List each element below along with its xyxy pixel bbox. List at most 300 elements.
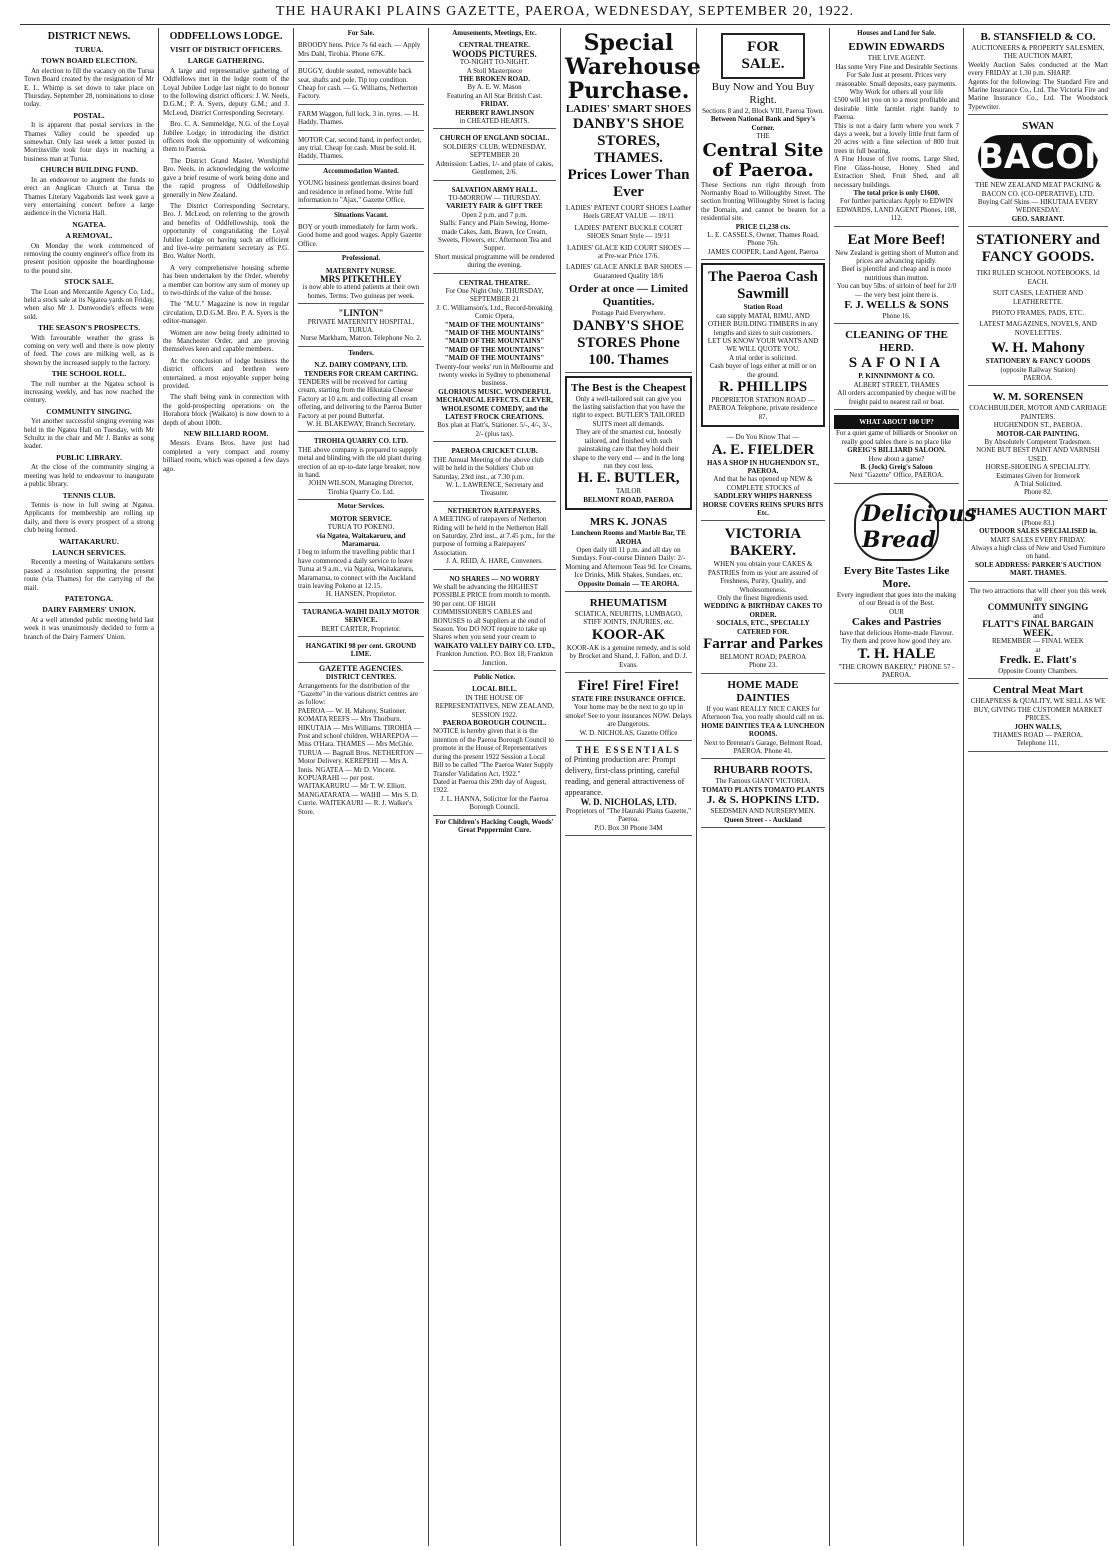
category-heading: Situations Vacant.	[333, 210, 389, 219]
paragraph: A very comprehensive housing scheme has been undertaken by the Order, whereby a member can borrow any sum of money up to two-thirds of the value of the house.	[163, 263, 289, 297]
ad-text: TAILOR	[615, 487, 642, 496]
ad-text: THE above company is prepared to supply metal and blinding with the old plant during erection of an up-to-date large breaker, now in hand.	[298, 445, 422, 480]
ad-name: R. PHILLIPS	[718, 378, 808, 395]
ad-text: This is not a dairy farm where you work 7 days a week, but a lovely little fruit farm of 20 acres with a fine selection of 800 fruit trees in full bearing.	[834, 121, 959, 155]
ad-heading: TAURANGA-WAIHI DAILY MOTOR SERVICE.	[302, 607, 420, 625]
safonia-ad	[834, 326, 959, 410]
ad-text: CHEAPNESS & QUALITY, WE SELL AS WE BUY, GIVING THE CUSTOMER MARKET PRICES.	[970, 697, 1106, 723]
ad-text: Estimates Given for Ironwork	[996, 471, 1080, 480]
bread-logo: Delicious Bread	[854, 493, 939, 561]
subhead: CHURCH BUILDING FUND.	[40, 165, 138, 175]
ad-text: TO-MORROW — THURSDAY.	[448, 193, 541, 202]
ad-text: Frankton Junction. P.O. Box 18, Frankton Junction.	[436, 650, 553, 667]
salvation-army-ad	[433, 183, 556, 274]
section-title: DISTRICT NEWS.	[47, 31, 131, 42]
ad-text: For a quiet game of billiards or Snooker on really good tables there is no place like	[836, 429, 957, 446]
subhead: THE SCHOOL ROLL.	[51, 369, 127, 379]
subhead: LAUNCH SERVICES.	[52, 547, 126, 557]
classified-ad: BOY or youth immediately for farm work. Good home and good wages. Apply Gazette Office.	[298, 220, 424, 252]
ad-text: They are of the smartest cut, honestly tailored, and finished with such painstaking care that they hold their shape to the very end — and in the long run they cost less.	[572, 428, 685, 470]
ad-text: And that he has opened up NEW & COMPLETE STOCKS of	[713, 475, 813, 492]
ad-text: NONE BUT BEST PAINT AND VARNISH USED.	[976, 446, 1100, 463]
ad-text: A Fine House of five rooms, Large Shed, Fine Glass-house, Honey Shed and Extraction Shed, Fruit Shed, and all necessary buildings.	[834, 155, 959, 189]
ad-name: P. KINNINMONT & CO.	[858, 372, 935, 381]
section-heading: GAZETTE AGENCIES.	[318, 663, 404, 673]
ad-heading: The Best is the Cheapest	[571, 381, 686, 394]
opera-ad	[433, 276, 556, 443]
ad-text: BELMONT ROAD; PAEROA	[719, 653, 807, 662]
ad-heading: TIROHIA QUARRY CO. LTD.	[314, 437, 408, 446]
ad-heading: Eat More Beef!	[847, 231, 946, 248]
ad-text: OUR	[889, 607, 904, 616]
ad-title: "MAID OF THE MOUNTAINS"	[444, 337, 545, 346]
subhead: COMMUNITY SINGING.	[46, 406, 132, 416]
ad-signature: JOHN WILSON, Managing Director, Tirohia Quarry Co. Ltd.	[308, 479, 414, 496]
ad-heading: N.Z. DAIRY COMPANY, LTD.	[314, 361, 408, 370]
ad-subheading: AUCTIONEERS & PROPERTY SALESMEN, THE AUCTION MART,	[971, 44, 1105, 61]
paragraph: The roll number at the Ngatea school is increasing weekly, and has now reached the century.	[24, 379, 154, 405]
category-heading: Motor Services.	[337, 502, 385, 511]
ad-text: Postage Paid Everywhere.	[591, 309, 666, 318]
ad-name: W. D. NICHOLAS, LTD.	[580, 797, 677, 808]
jonas-ad	[565, 513, 692, 592]
ad-subheading: Buy Now and You Buy Right.	[711, 81, 815, 106]
ad-name: GREIG'S BILLIARD SALOON.	[847, 446, 946, 455]
ad-heading: FOR SALE.	[721, 33, 805, 79]
ad-text: FLATT'S FINAL BARGAIN WEEK.	[982, 619, 1094, 638]
classified-ad: FARM Waggon, full lock, 3 in. tyres. — H. Haddy, Thames.	[298, 107, 424, 131]
ad-text: Cash buyer of logs either at mill or on the ground.	[709, 362, 817, 379]
ad-heading: Every Bite Tastes Like More.	[843, 564, 950, 590]
ad-heading: HOME MADE DAINTIES	[727, 678, 799, 704]
subhead: LARGE GATHERING.	[187, 56, 265, 66]
paragraph: In an endeavour to augment the funds to erect an Anglican Church at Turua the Thames Literary Vagabonds last week gave a very entertaining concert before a large audience in the Victoria Hall.	[24, 175, 154, 218]
sawmill-ad	[701, 263, 825, 427]
bread-ad	[834, 486, 977, 684]
ad-heading: CHURCH OF ENGLAND SOCIAL.	[439, 134, 550, 143]
paragraph: An election to fill the vacancy on the Turua Town Board created by the resignation of Mr E. L. Whimp is set down to take place on Thursday, September 28, nominations to close today.	[24, 66, 154, 109]
ad-text: STATIONERY & FANCY GOODS	[985, 357, 1091, 366]
ad-heading: SALVATION ARMY HALL.	[451, 185, 538, 194]
ad-text: By A. E. W. Mason	[467, 83, 522, 92]
ad-text: Queen Street - - Auckland	[724, 815, 802, 824]
column-classifieds	[294, 28, 428, 1546]
ad-text: HOME DAINTIES TEA & LUNCHEON ROOMS.	[701, 721, 825, 739]
paragraph: The shaft being sunk in connection with the gold-prospecting operations on the Horahora block (Waikato) is now down to a depth of about 100ft.	[163, 393, 289, 427]
ad-name: B. (Jock) Greig's Saloon	[860, 463, 933, 472]
ad-text: The two attractions that will cheer you this week are	[969, 586, 1107, 604]
ad-text: THE NEW ZEALAND MEAT PACKING & BACON CO. (CO-OPERATIVE), LTD.	[974, 181, 1102, 198]
category-heading: Amusements, Meetings, Etc.	[452, 29, 537, 37]
ad-heading: MOTOR SERVICE.	[330, 514, 392, 523]
subhead: STOCK SALE.	[64, 277, 114, 287]
ad-text: REMEMBER — FINAL WEEK	[992, 637, 1084, 646]
billiard-ad	[834, 412, 959, 484]
ad-subheading: STATE FIRE INSURANCE OFFICE.	[571, 695, 686, 703]
ad-text: THE	[756, 132, 770, 141]
paragraph: A large and representative gathering of Oddfellows met in the lodge room of the Loyal Jubilee Lodge last night to do honour to the following district officers: J. W. Neels, D.G.M.; P. A. Syers, deputy G.M.; and J. McLeod, District Corresponding Secretary.	[163, 66, 289, 117]
paragraph: It is apparent that postal services in the Thames Valley could be speeded up somewhat. Only last week a letter posted in Morrinsville took four days in reaching a business man at Turua.	[24, 121, 154, 163]
ad-title: "MAID OF THE MOUNTAINS"	[444, 320, 545, 329]
ad-text: Box plan at Flatt's, Stationer. 5/-, 4/-, 3/-, 2/- (plus tax).	[437, 421, 552, 438]
ad-text: LATEST MAGAZINES, NOVELS, AND NOVELETTES.	[979, 320, 1097, 337]
subhead: NGATEA.	[72, 219, 106, 229]
ad-title: Central Site of Paeroa.	[702, 139, 824, 181]
ad-heading: The Paeroa Cash Sawmill	[708, 269, 818, 303]
ad-text: Arrangements for the distribution of the "Gazette" in the various district centres are as follow:	[298, 681, 418, 707]
ad-text: (Phone 83.)	[1021, 518, 1055, 527]
victoria-bakery-ad	[701, 523, 825, 673]
column-oddfellows	[159, 28, 293, 1546]
ad-text: IN THE HOUSE OF REPRESENTATIVES, NEW ZEALAND, SESSION 1922.	[435, 693, 554, 719]
ad-text: SOCIALS, ETC., SPECIALLY CATERED FOR.	[716, 619, 810, 636]
meat-mart-ad	[968, 681, 1108, 751]
ad-heading: LOCAL BILL.	[472, 685, 517, 694]
ad-text: P.O. Box 30 Phone 34M	[594, 823, 663, 832]
ad-text: VARIETY FAIR & GIFT TREE	[446, 202, 543, 211]
paragraph: Tennis is now in full swing at Ngatea. Applicants for membership are rolling up daily, and there is every prospect of a strong club being formed.	[24, 500, 154, 535]
ad-text: Open daily till 11 p.m. and all day on Sundays. Four-course Dinners Daily: 2/- Morning and Afternoon Teas 9d. Ice Creams, Ice Drinks, Milk Shakes, Sundaes, etc.	[565, 545, 692, 580]
ad-name: MRS PITKETHLEY	[320, 273, 402, 284]
subhead: PATETONGA.	[64, 593, 114, 603]
ad-text: NOTICE is hereby given that it is the intention of the Paeroa Borough Council to promote in the House of Representatives during the present 1922 Session a Local Bill to be called "The Paeroa Water Supply Transfer Validation Act, 1922."	[433, 727, 554, 778]
ad-text: Agents for the following: The Standard Fire and Marine Insurance Co., Ltd. The Victoria Fire and Marine Insurance Co., Ltd. The Woodstock Typewriter.	[968, 77, 1108, 111]
ad-text: SOLDIERS' CLUB, WEDNESDAY, SEPTEMBER 20	[442, 142, 547, 160]
ad-text: GLORIOUS MUSIC. WONDERFUL MECHANICAL EFFECTS. CLEVER, WHOLESOME COMEDY, and the LATEST FROCK CREATIONS.	[436, 387, 553, 422]
tender-ad	[298, 358, 424, 432]
ad-text: The Famous GIANT VICTORIA.	[715, 777, 811, 786]
ad-text: Order at once — Limited Quantities.	[569, 283, 688, 309]
ad-footer: DANBY'S SHOE STORES Phone 100. Thames	[572, 317, 685, 368]
masthead: THE HAURAKI PLAINS GAZETTE, PAEROA, WEDNESDAY, SEPTEMBER 20, 1922.	[20, 4, 1110, 25]
paragraph: At a well attended public meeting held last week it was unanimously decided to form a branch of the Dairy Farmers' Union.	[24, 615, 154, 641]
ad-subheading: TURUA TO POKENO.	[327, 523, 395, 532]
ad-text: TIKI RULED SCHOOL NOTEBOOKS, 1d EACH.	[976, 269, 1100, 286]
social-ad	[433, 131, 556, 180]
bacon-logo: BACON	[978, 137, 1113, 178]
category-heading: Accommodation Wanted.	[323, 166, 399, 175]
ad-text: Only a well-tailored suit can give you the lasting satisfaction that you have the right to expect. BUTLER'S TAILORED SUITS meet all demands.	[572, 394, 685, 428]
ad-heading: EDWIN EDWARDS	[848, 41, 945, 54]
ad-text: Sections 8 and 2, Block VIII, Paeroa Town.	[702, 107, 824, 115]
motor-service-ad	[298, 605, 424, 637]
agency-list: PAEROA — W. H. Mahony, Stationer. KOMATA REEFS — Mrs Thorburn. HIKUTAIA — Mrs Williams. TIROHIA — Post and school children. WHAREPOA — Miss O'Hara. THAMES — Mrs McGhie. TURUA — Bagnall Bros. NETHERTON — Motor Delivery. KEREPEHI — Mrs A. Innis. NGATEA — Mr D. Vincent. KOPUARAHI — per post. WAITAKARURU — Mr T. W. Elliott. MANGATARATA — WAIHI — Mrs S. D. Currie. WAITEKAURI — R. J. Walker's Store.	[298, 706, 423, 816]
ad-subheading: Station Road	[743, 303, 783, 312]
ad-text: SUIT CASES, LEATHER AND LEATHERETTE.	[992, 289, 1084, 306]
ad-heading: WOODS PICTURES.	[452, 48, 537, 59]
ad-text: Has some Very Fine and Desirable Sections For Sale Just at present. Prices very reasonable. Small deposits, easy payments.	[835, 62, 958, 88]
ad-text: Phone 23.	[749, 661, 777, 670]
ad-text: Stalls: Fancy and Plain Sewing, Home-made Cakes, Jam, Brawn, Ice Cream, Sweets, Flowers, etc. Afternoon Tea and Supper.	[438, 219, 551, 253]
ad-text: Telephone 111.	[1016, 739, 1060, 748]
ad-text: HORSE-SHOEING A SPECIALITY.	[985, 463, 1091, 472]
ad-price: The total price is only £1600.	[853, 188, 940, 197]
ad-text: By Absolutely Competent Tradesmen.	[984, 437, 1092, 446]
ad-text: A trial order is solicited.	[729, 353, 797, 362]
ad-text: Admission: Ladies, 1/- and plate of cakes, Gentlemen, 2/6.	[435, 159, 554, 177]
ad-text: OUTDOOR SALES SPECIALISED in.	[979, 527, 1097, 536]
ad-heading: MATERNITY NURSE.	[325, 266, 396, 275]
section-subheading: DISTRICT CENTRES.	[325, 673, 397, 682]
ad-title: "MAID OF THE MOUNTAINS"	[444, 354, 545, 363]
ad-name: DANBY'S SHOE STORES, THAMES.	[572, 116, 685, 166]
ad-text: I beg to inform the travelling public that I have commenced a daily service to leave Turua at 9 a.m., via Ngatea, Waitakaruru, Maramarua, to connect with the Auckland train leaving Pokeno at 12.15.	[298, 548, 416, 590]
subhead: WAITAKARURU.	[59, 536, 119, 546]
classified-ad: MOTOR Car, second hand, in perfect order, any trial. Cheap for cash. Must be sold. H. Haddy, Thames.	[298, 133, 424, 165]
ad-name: W. H. Mahony	[991, 340, 1085, 357]
ad-heading: SWAN	[1022, 120, 1054, 133]
ad-subheading: THE LIVE AGENT.	[867, 54, 926, 63]
ad-text: Weekly Auction Sales conducted at the Mart every FRIDAY at 1.30 p.m. SHARP.	[968, 60, 1108, 78]
ad-text: Phone 82.	[1024, 488, 1052, 497]
subhead: THE SEASON'S PROSPECTS.	[38, 323, 140, 333]
ad-text: Proprietors of "The Hauraki Plains Gazette," Paeroa.	[565, 806, 692, 824]
ad-text: — Do You Know That —	[726, 433, 800, 442]
ad-text: SADDLERY WHIPS HARNESS HORSE COVERS REINS SPURS BITS Etc.	[702, 492, 824, 517]
ad-title: "MAID OF THE MOUNTAINS"	[444, 345, 545, 354]
ad-title: THE BROKEN ROAD.	[459, 75, 530, 84]
ad-text: THE Annual Meeting of the above club will be held in the Soldiers' Club on Saturday, 23rd inst., at 7.30 p.m.	[433, 455, 544, 481]
ad-subheading: Prices Lower Than Ever	[567, 167, 690, 200]
ad-name: JOHN WALLS,	[1014, 722, 1062, 731]
ad-signature: J. A. REID, A. HARE, Conveners.	[446, 557, 543, 566]
ad-subheading: LADIES' SMART SHOES	[565, 103, 692, 115]
ad-signature: J. L. HANNA, Solicitor for the Paeroa Borough Council.	[440, 794, 549, 812]
ad-text: Next to Brennan's Garage, Belmont Road, PAEROA. Phone 41.	[703, 738, 823, 755]
ad-signature: W. H. BLAKEWAY, Branch Secretary.	[306, 420, 416, 429]
ad-heading: "LINTON"	[338, 308, 384, 319]
rheumatism-ad	[565, 594, 692, 673]
ad-heading: THE ESSENTIALS	[576, 745, 681, 756]
paragraph: On Monday the work commenced of removing the county engineer's office from its present position opposite the boardinghouse to the pound site.	[24, 241, 154, 275]
theatre-ad	[433, 38, 556, 129]
ad-name: Farrar and Parkes	[703, 636, 823, 653]
auction-ad	[968, 28, 1108, 115]
ad-heading: PAEROA CRICKET CLUB.	[451, 447, 538, 456]
ad-text: Your home may be the next to go up in smoke! See to your insurances NOW. Delays are Dangerous.	[565, 703, 692, 729]
ad-text: Dated at Paeroa this 29th day of August, 1922.	[433, 777, 547, 795]
printing-ad	[565, 743, 692, 836]
ad-text: Between National Bank and Spry's Corner.	[710, 115, 816, 132]
dainties-ad	[701, 676, 825, 759]
ad-name: GEO. SARJANT.	[1011, 214, 1065, 223]
ad-text: WEDDING & BIRTHDAY CAKES TO ORDER.	[703, 602, 823, 619]
ad-text: at	[1035, 645, 1041, 654]
ad-text: TO-NIGHT TO-NIGHT.	[459, 58, 530, 67]
ad-item: LADIES' PATENT BUCKLE COURT SHOES Smart Style — 19/11	[574, 223, 683, 241]
ad-price: PRICE £1,238 cts.	[735, 222, 791, 231]
dairy-ad	[433, 572, 556, 671]
ad-text: How about a game?	[868, 454, 925, 463]
ad-heading: CLEANING OF THE HERD.	[845, 329, 948, 355]
ad-text: Why Work for others all your life	[849, 88, 944, 97]
ad-text: Twenty-four weeks' run in Melbourne and twenty weeks in Sydney to phenomenal business.	[435, 362, 554, 388]
classified-ad: BUGGY, double seated, removable back seat, shafts and pole. Tip top condition. Cheap for cash. — G. Williams, Netherton Factory.	[298, 64, 424, 105]
ad-heading: RHEUMATISM	[589, 596, 668, 609]
paragraph: With favourable weather the grass is coming on very well and there is now plenty of feed. The cows are milking well, as is shown by the increased supply to the factory.	[24, 333, 154, 367]
ad-text: HUGHENDON ST., PAEROA.	[993, 421, 1083, 430]
ad-text: Featuring an All Star British Cast.	[446, 91, 543, 100]
ad-text: (opposite Railway Station)	[1000, 365, 1076, 374]
subhead: PUBLIC LIBRARY.	[56, 452, 122, 462]
ad-subheading: Luncheon Rooms and Marble Bar, TE AROHA	[571, 529, 686, 546]
auction-mart-ad	[968, 503, 1108, 582]
motor-service-ad	[298, 512, 424, 603]
beef-ad	[834, 229, 959, 325]
ad-text: Next "Gazette" Office, PAEROA.	[849, 471, 944, 480]
ad-heading: STATIONERY and FANCY GOODS.	[976, 232, 1100, 266]
ad-text: Phone 16.	[882, 311, 911, 320]
ad-signature: W. L. LAWRENCE, Secretary and Treasurer.	[445, 480, 544, 498]
ad-text: THAMES ROAD — PAEROA.	[993, 730, 1083, 739]
flatt-ad	[968, 584, 1108, 680]
ad-heading: TENDERS FOR CREAM CARTING.	[303, 369, 419, 378]
ad-text: New Zealand is getting short of Mutton and prices are advancing rapidly.	[835, 248, 958, 265]
ad-product-name: SAFONIA	[848, 355, 945, 372]
column-land-bakery	[830, 28, 977, 1546]
ad-text: of Printing production are: Prompt delivery, first-class printing, careful reading, and general attractiveness of appearance.	[565, 755, 685, 798]
ad-item: LADIES' GLACE KID COURT SHOES — at Pre-war Price 17/6.	[566, 243, 691, 261]
paragraph: Yet another successful singing evening was held in the Ngatea Hall on Tuesday, with Mr Schultz in the chair and Mr J. Banks as song leader.	[24, 417, 154, 451]
ad-text: These Sections run right through from Normanby Road to Willoughby Street. The section fronting Willoughby Street is facing the Domain, and cannot be beaten for a residential site.	[701, 180, 825, 223]
ad-name: A. E. FIELDER	[711, 441, 815, 458]
ad-text: For One Night Only. THURSDAY, SEPTEMBER 21	[445, 286, 544, 304]
ad-heading: Central Meat Mart	[992, 684, 1084, 697]
ad-text: J. C. Williamson's, Ltd., Record-breaking Comic Opera,	[436, 303, 553, 321]
ad-text: TENDERS will be received for carting cream, starting from the Hikutaia Cheese Factory at 10 a.m. and collecting all cream offering, and delivering to the Paeroa Butter Factory at per pound Butterfat.	[298, 378, 422, 420]
classified-ad: BROODY hens. Price 7s 6d each. — Apply Mrs Dahl, Tirohia. Phone 67K.	[298, 38, 424, 62]
ad-heading: Fire! Fire! Fire!	[577, 678, 680, 694]
ad-text: can supply MATAI, RIMU, AND OTHER BUILDING TIMBERS in any lengths and sizes to suit customers.	[708, 311, 818, 337]
category-heading: Professional.	[341, 254, 381, 263]
ad-text: MART SALES EVERY FRIDAY.	[990, 535, 1086, 544]
ad-text: LET US KNOW YOUR WANTS AND WE WILL QUOTE YOU.	[707, 336, 819, 354]
paragraph: The District Corresponding Secretary, Bro. J. McLeod, on referring to the growth and benefits of Oddfellowship, took the opportunity of congratulating the Loyal Jubilee Lodge on having such an efficient and live-wire permanent secretary as P.G. Bro. Walter North.	[163, 201, 289, 261]
ad-text: Opposite Domain — TE AROHA.	[577, 579, 680, 588]
paragraph: Women are now being freely admitted to the Manchester Order, and are proving themselves keen and capable members.	[163, 328, 289, 354]
ad-text: PROPRIETOR STATION ROAD — PAEROA Telephone, private residence 87.	[708, 395, 818, 421]
ad-text: Nurse Markham, Matron. Telephone No. 2.	[300, 334, 422, 343]
ad-text: Only the finest Ingredients used.	[717, 594, 809, 603]
fire-insurance-ad	[565, 675, 692, 741]
ad-text: SEEDSMEN AND NURSERYMEN.	[710, 807, 816, 816]
ad-text: KOOR-AK is a genuine remedy, and is sold by Brocket and Shand, J. Fallon, and D. J. Evans.	[566, 643, 691, 669]
paragraph: At the close of the community singing a meeting was held to endeavour to inaugurate a public library.	[24, 463, 154, 489]
ad-text: Open 2 p.m. and 7 p.m.	[461, 210, 528, 219]
ad-text: ALBERT STREET, THAMES	[853, 380, 940, 389]
ad-name: J. & S. HOPKINS LTD.	[706, 794, 820, 807]
ad-heading: THAMES AUCTION MART	[969, 505, 1107, 518]
ad-heading: WHAT ABOUT 100 UP?	[834, 415, 959, 429]
ad-text: A MEETING of ratepayers of Netherton Riding will be held in the Netherton Hall on Saturday, 23rd inst., at 7.45 p.m., for the purpose of forming a Ratepayers' Association.	[433, 515, 555, 557]
subhead: POSTAL.	[73, 110, 105, 120]
ad-text: BELMONT ROAD, PAEROA	[583, 495, 674, 504]
ad-text: You can buy 5lbs. of sirloin of beef for 2/0 — the very best joint there is.	[836, 282, 957, 299]
category-heading: Tenders.	[348, 348, 374, 357]
ad-signature: W. D. NICHOLAS, Gazette Office	[579, 728, 678, 737]
lime-ad	[298, 639, 424, 663]
footer-note: For Children's Hacking Cough, Woods' Great Peppermint Cure.	[435, 817, 554, 834]
coachbuilder-ad	[968, 388, 1108, 500]
subhead: DAIRY FARMERS' UNION.	[42, 605, 136, 615]
ad-heading: NO SHARES — NO WORRY	[449, 574, 540, 583]
ad-text: "THE CROWN BAKERY," PHONE 57 - PAEROA.	[838, 662, 955, 680]
ad-text: FRIDAY.	[480, 100, 509, 109]
danby-shoe-ad	[565, 28, 701, 373]
ad-text: For further particulars Apply to EDWIN EDWARDS, LAND AGENT Phones, 108, 112.	[836, 197, 957, 223]
ad-signature: H. HANSEN, Proprietor.	[325, 590, 397, 599]
column-shoe-ads	[561, 28, 701, 1546]
ad-heading: VICTORIA BAKERY.	[724, 526, 802, 560]
paragraph: Messrs Evans Bros. have just had completed a very compact and roomy billiard room, which was opened a few days ago.	[163, 439, 289, 473]
ad-text: COMMUNITY SINGING	[987, 602, 1089, 613]
paragraph: Bro. C. A. Semmeldge, N.G. of the Loyal Jubilee Lodge, in introducing the district officers took the opportunity of welcoming them to Paeroa.	[163, 120, 289, 154]
ad-heading: RHUBARB ROOTS.	[713, 764, 813, 777]
column-property-ads	[697, 28, 829, 1546]
paragraph: The Loan and Mercantile Agency Co. Ltd., held a stock sale at its Ngatea yards on Friday, when also Mr J. Dunwoodie's effects were sold.	[24, 287, 154, 321]
ad-subheading: Cakes and Pastries	[851, 616, 942, 629]
ad-heading: PAEROA BOROUGH COUNCIL.	[442, 719, 547, 728]
ad-heading: NETHERTON RATEPAYERS.	[447, 506, 542, 515]
butler-tailor-ad	[565, 376, 692, 510]
ad-text: Always a high class of New and Used Furniture on hand.	[970, 544, 1106, 561]
ad-text: TOMATO PLANTS TOMATO PLANTS	[701, 785, 825, 794]
ad-heading: Special Warehouse Purchase.	[565, 30, 701, 104]
ad-text: SOLE ADDRESS: PARKER'S AUCTION MART. THAMES.	[974, 560, 1102, 578]
paragraph: The "M.U." Magazine is now in regular circulation, D.D.G.M. Bro. P. A. Syers is the editor-manager.	[163, 300, 289, 326]
ad-title: "MAID OF THE MOUNTAINS"	[444, 329, 545, 337]
bacon-ad	[968, 117, 1113, 227]
ad-item: LADIES' GLACE ANKLE BAR SHOES — Guaranteed Quality 18/6	[565, 263, 692, 280]
classified-ad: YOUNG business gentleman desires board and residence in refined home. Write full information to "Ajax," Gazette Office.	[298, 176, 424, 208]
ad-name: KOOR-AK	[591, 626, 666, 643]
stationery-ad	[968, 229, 1108, 386]
ad-name: T. H. HALE	[857, 645, 936, 662]
ad-item: LADIES' PATENT COURT SHOES Leather Heels GREAT VALUE — 18/11	[565, 204, 692, 221]
saddlery-ad	[701, 430, 825, 521]
ad-signature: L. E. CASSELS, Owner, Thames Road, Phone 76h.	[707, 231, 819, 248]
column-stores	[964, 28, 1112, 1546]
subhead: TURUA.	[74, 45, 104, 54]
land-agent-ad	[834, 38, 959, 226]
section-title: ODDFELLOWS LODGE.	[169, 31, 283, 42]
ad-heading: B. STANSFIELD & CO.	[980, 31, 1096, 43]
ad-heading: MRS K. JONAS	[589, 516, 668, 529]
cricket-ad	[433, 444, 556, 501]
ad-text: Every ingredient that goes into the making of our Bread is of the Best.	[836, 590, 957, 608]
ad-text: COACHBUILDER, MOTOR AND CARRIAGE PAINTERS.	[969, 404, 1107, 421]
ad-text: is now able to attend patients at their own homes. Terms: Two guineas per week.	[302, 283, 420, 300]
ad-text: HERBERT RAWLINSON	[455, 108, 534, 117]
subhead: VISIT OF DISTRICT OFFICERS.	[170, 45, 282, 54]
ad-text: A Trial Solicited.	[1013, 480, 1063, 488]
nurse-ad	[298, 264, 424, 305]
ad-text: have that delicious Home-made Flavour. Try them and prove how good they are.	[839, 629, 954, 646]
column-district-news	[20, 28, 158, 1546]
ad-heading: HANGATIKI 98 per cent. GROUND LIME.	[305, 641, 417, 659]
ad-name: F. J. WELLS & SONS	[844, 298, 949, 311]
ad-signature: JAMES COOPER, Land Agent, Paeroa	[707, 247, 819, 256]
category-heading: For Sale.	[347, 29, 375, 37]
property-sale-ad	[701, 28, 825, 260]
subhead: TENNIS CLUB.	[62, 490, 116, 500]
ad-text: HAS A SHOP IN HUGHENDON ST., PAEROA.	[706, 458, 820, 475]
hopkins-ad	[701, 761, 825, 828]
category-heading: Public Notice.	[473, 673, 516, 682]
ad-text: PAEROA.	[1023, 373, 1053, 382]
ad-text: Opposite County Chambers.	[998, 666, 1078, 675]
ad-text: If you want REALLY NICE CAKES for Afternoon Tea, you really should call on us.	[701, 704, 825, 722]
